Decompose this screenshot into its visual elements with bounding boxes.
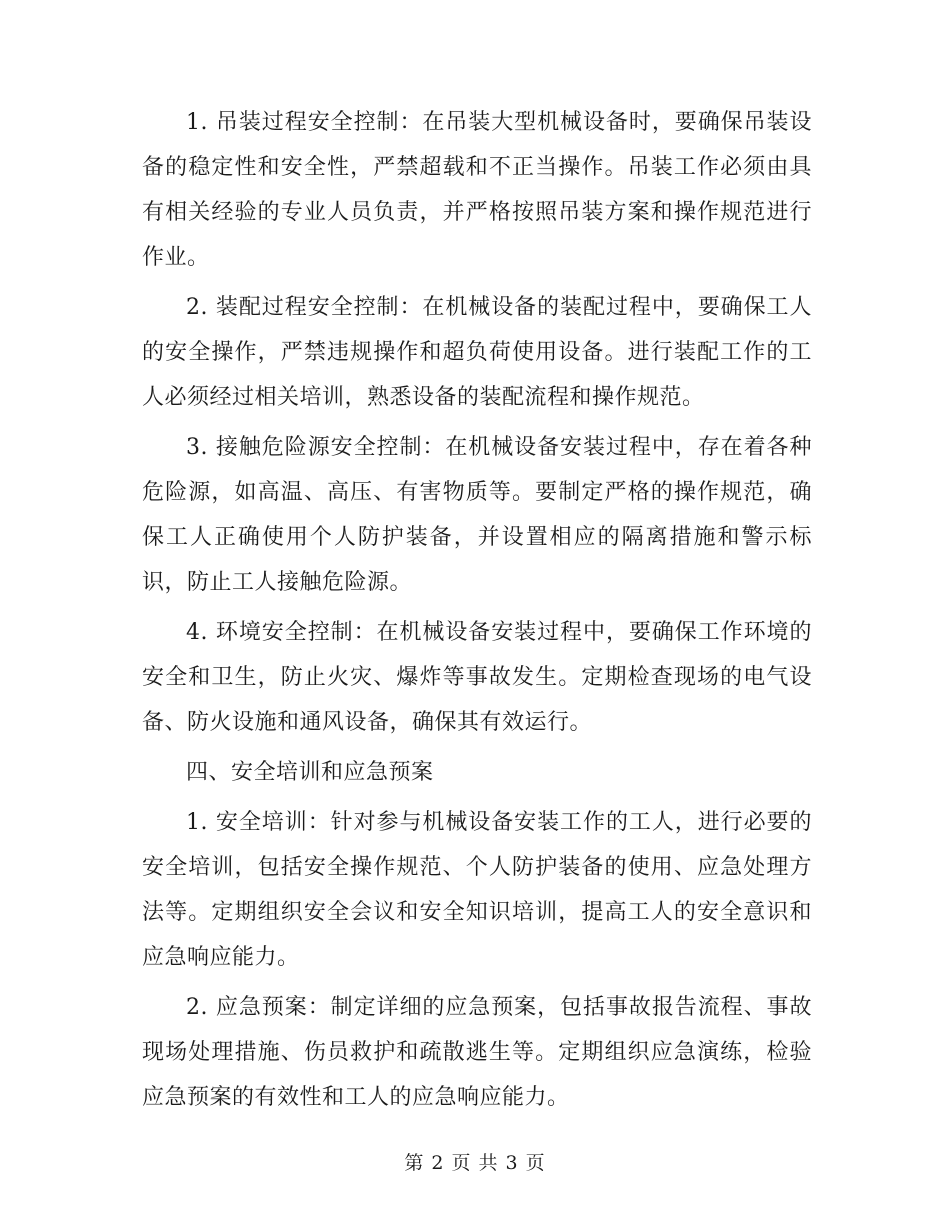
paragraph-emergency-plan: 2. 应急预案：制定详细的应急预案，包括事故报告流程、事故现场处理措施、伤员救护和疏散逃生等。定期组织应急演练，检验应急预案的有效性和工人的应急响应能力。: [142, 995, 812, 1110]
section-heading: 四、安全培训和应急预案: [186, 760, 434, 785]
paragraph-hazard-source-safety: 3. 接触危险源安全控制：在机械设备安装过程中，存在着各种危险源，如高温、高压、有害物质等。要制定严格的操作规范，确保工人正确使用个人防护装备，并设置相应的隔离措施和警示标识，防止工人接触危险源。: [142, 435, 812, 595]
paragraph-hoisting-safety: 1. 吊装过程安全控制：在吊装大型机械设备时，要确保吊装设备的稳定性和安全性，严禁超载和不正当操作。吊装工作必须由具有相关经验的专业人员负责，并严格按照吊装方案和操作规范进行作业。: [142, 110, 812, 270]
paragraph-safety-training: 1. 安全培训：针对参与机械设备安装工作的工人，进行必要的安全培训，包括安全操作规范、个人防护装备的使用、应急处理方法等。定期组织安全会议和安全知识培训，提高工人的安全意识和应急响应能力。: [142, 810, 812, 970]
page-number-footer: 第 2 页 共 3 页: [404, 1152, 546, 1174]
paragraph-environment-safety: 4. 环境安全控制：在机械设备安装过程中，要确保工作环境的安全和卫生，防止火灾、爆炸等事故发生。定期检查现场的电气设备、防火设施和通风设备，确保其有效运行。: [142, 620, 812, 735]
paragraph-assembly-safety: 2. 装配过程安全控制：在机械设备的装配过程中，要确保工人的安全操作，严禁违规操作和超负荷使用设备。进行装配工作的工人必须经过相关培训，熟悉设备的装配流程和操作规范。: [142, 295, 812, 410]
document-body: [142, 100, 812, 1125]
